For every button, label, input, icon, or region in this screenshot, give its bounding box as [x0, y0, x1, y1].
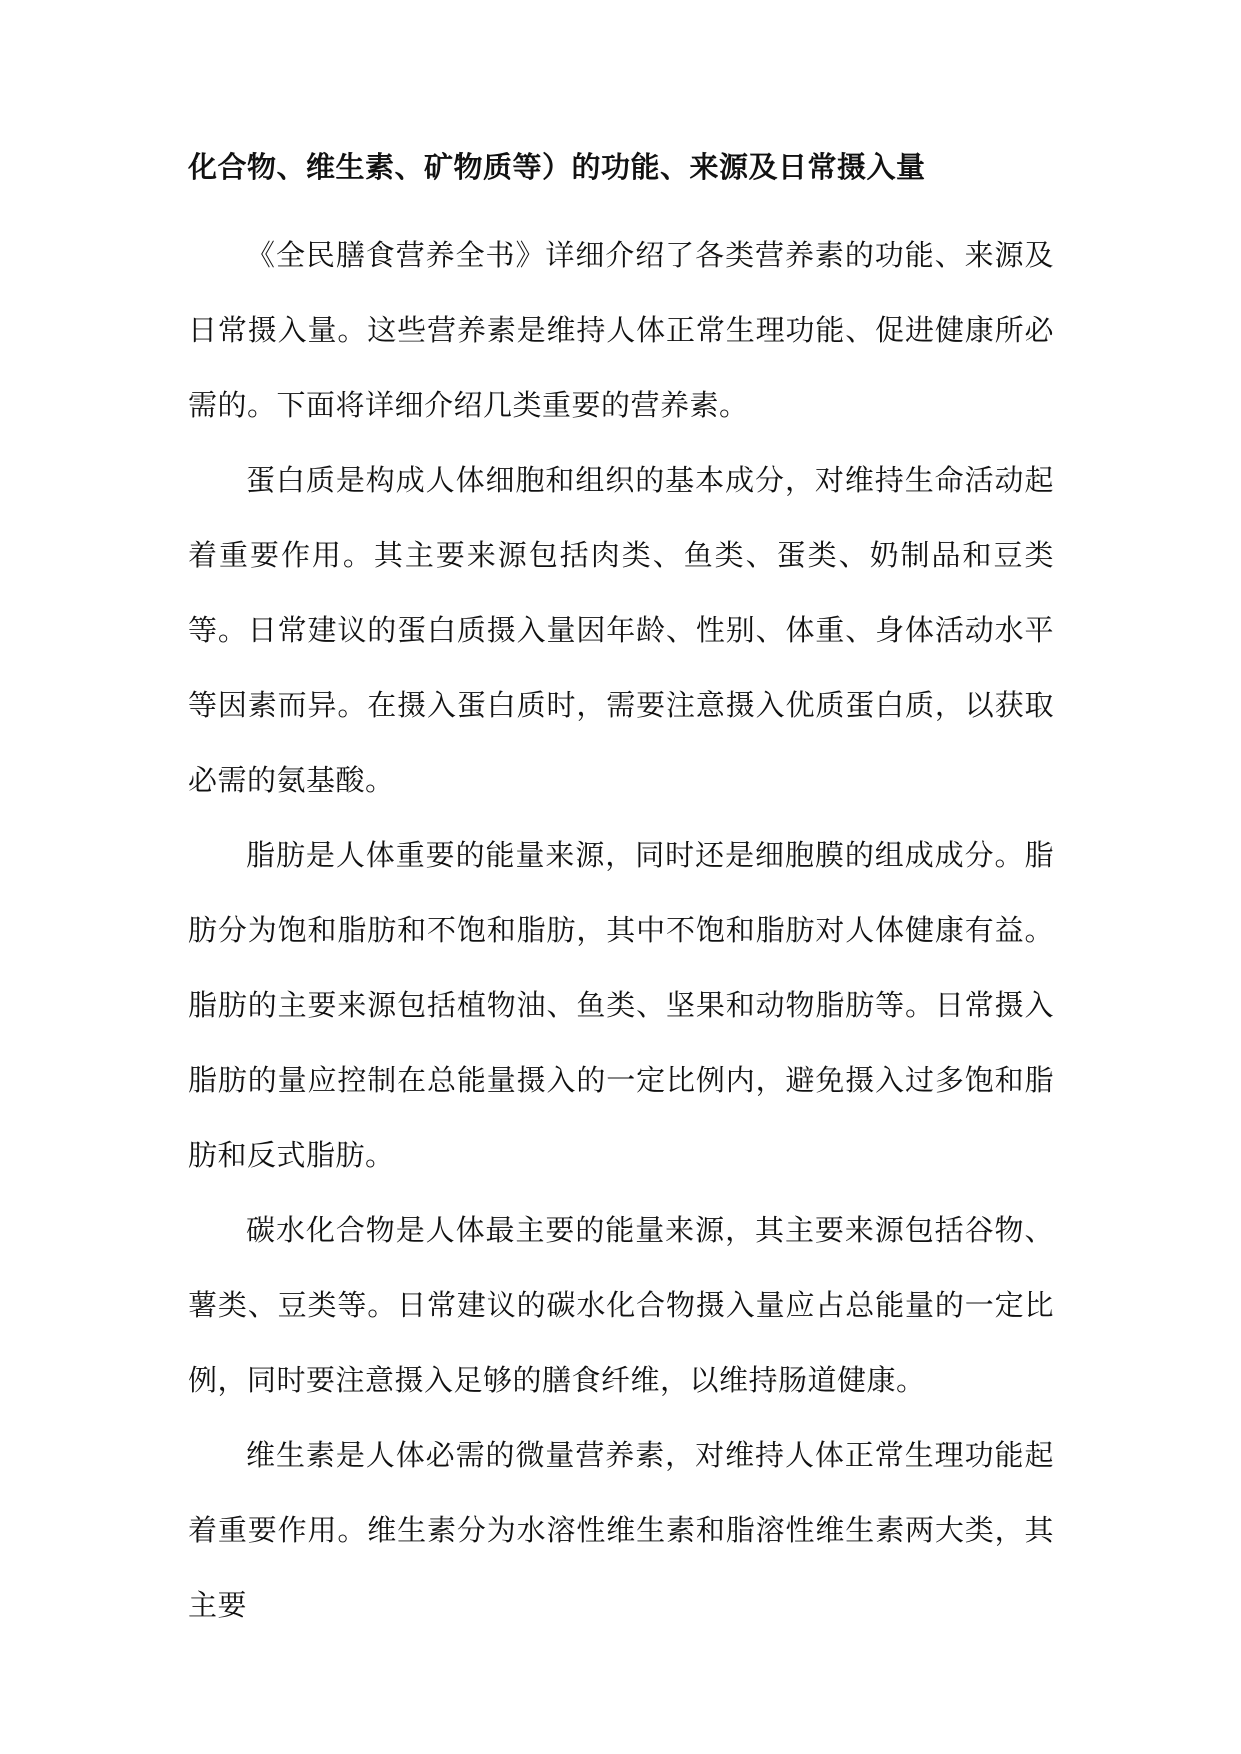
paragraph-fat: 脂肪是人体重要的能量来源，同时还是细胞膜的组成成分。脂肪分为饱和脂肪和不饱和脂肪，其中不饱和脂肪对人体健康有益。脂肪的主要来源包括植物油、鱼类、坚果和动物脂肪等。日常摄入脂肪的量应控制在总能量摄入的一定比例内，避免摄入过多饱和脂肪和反式脂肪。	[188, 838, 1054, 1172]
section-heading: 化合物、维生素、矿物质等）的功能、来源及日常摄入量	[188, 150, 926, 184]
paragraph-intro: 《全民膳食营养全书》详细介绍了各类营养素的功能、来源及日常摄入量。这些营养素是维持人体正常生理功能、促进健康所必需的。下面将详细介绍几类重要的营养素。	[188, 238, 1054, 422]
paragraph-carbohydrate: 碳水化合物是人体最主要的能量来源，其主要来源包括谷物、薯类、豆类等。日常建议的碳水化合物摄入量应占总能量的一定比例，同时要注意摄入足够的膳食纤维，以维持肠道健康。	[188, 1213, 1054, 1397]
paragraph-vitamin: 维生素是人体必需的微量营养素，对维持人体正常生理功能起着重要作用。维生素分为水溶性维生素和脂溶性维生素两大类，其主要	[188, 1438, 1054, 1622]
paragraph-protein: 蛋白质是构成人体细胞和组织的基本成分，对维持生命活动起着重要作用。其主要来源包括肉类、鱼类、蛋类、奶制品和豆类等。日常建议的蛋白质摄入量因年龄、性别、体重、身体活动水平等因素而异。在摄入蛋白质时，需要注意摄入优质蛋白质，以获取必需的氨基酸。	[188, 463, 1054, 797]
body-text	[188, 218, 1054, 1643]
